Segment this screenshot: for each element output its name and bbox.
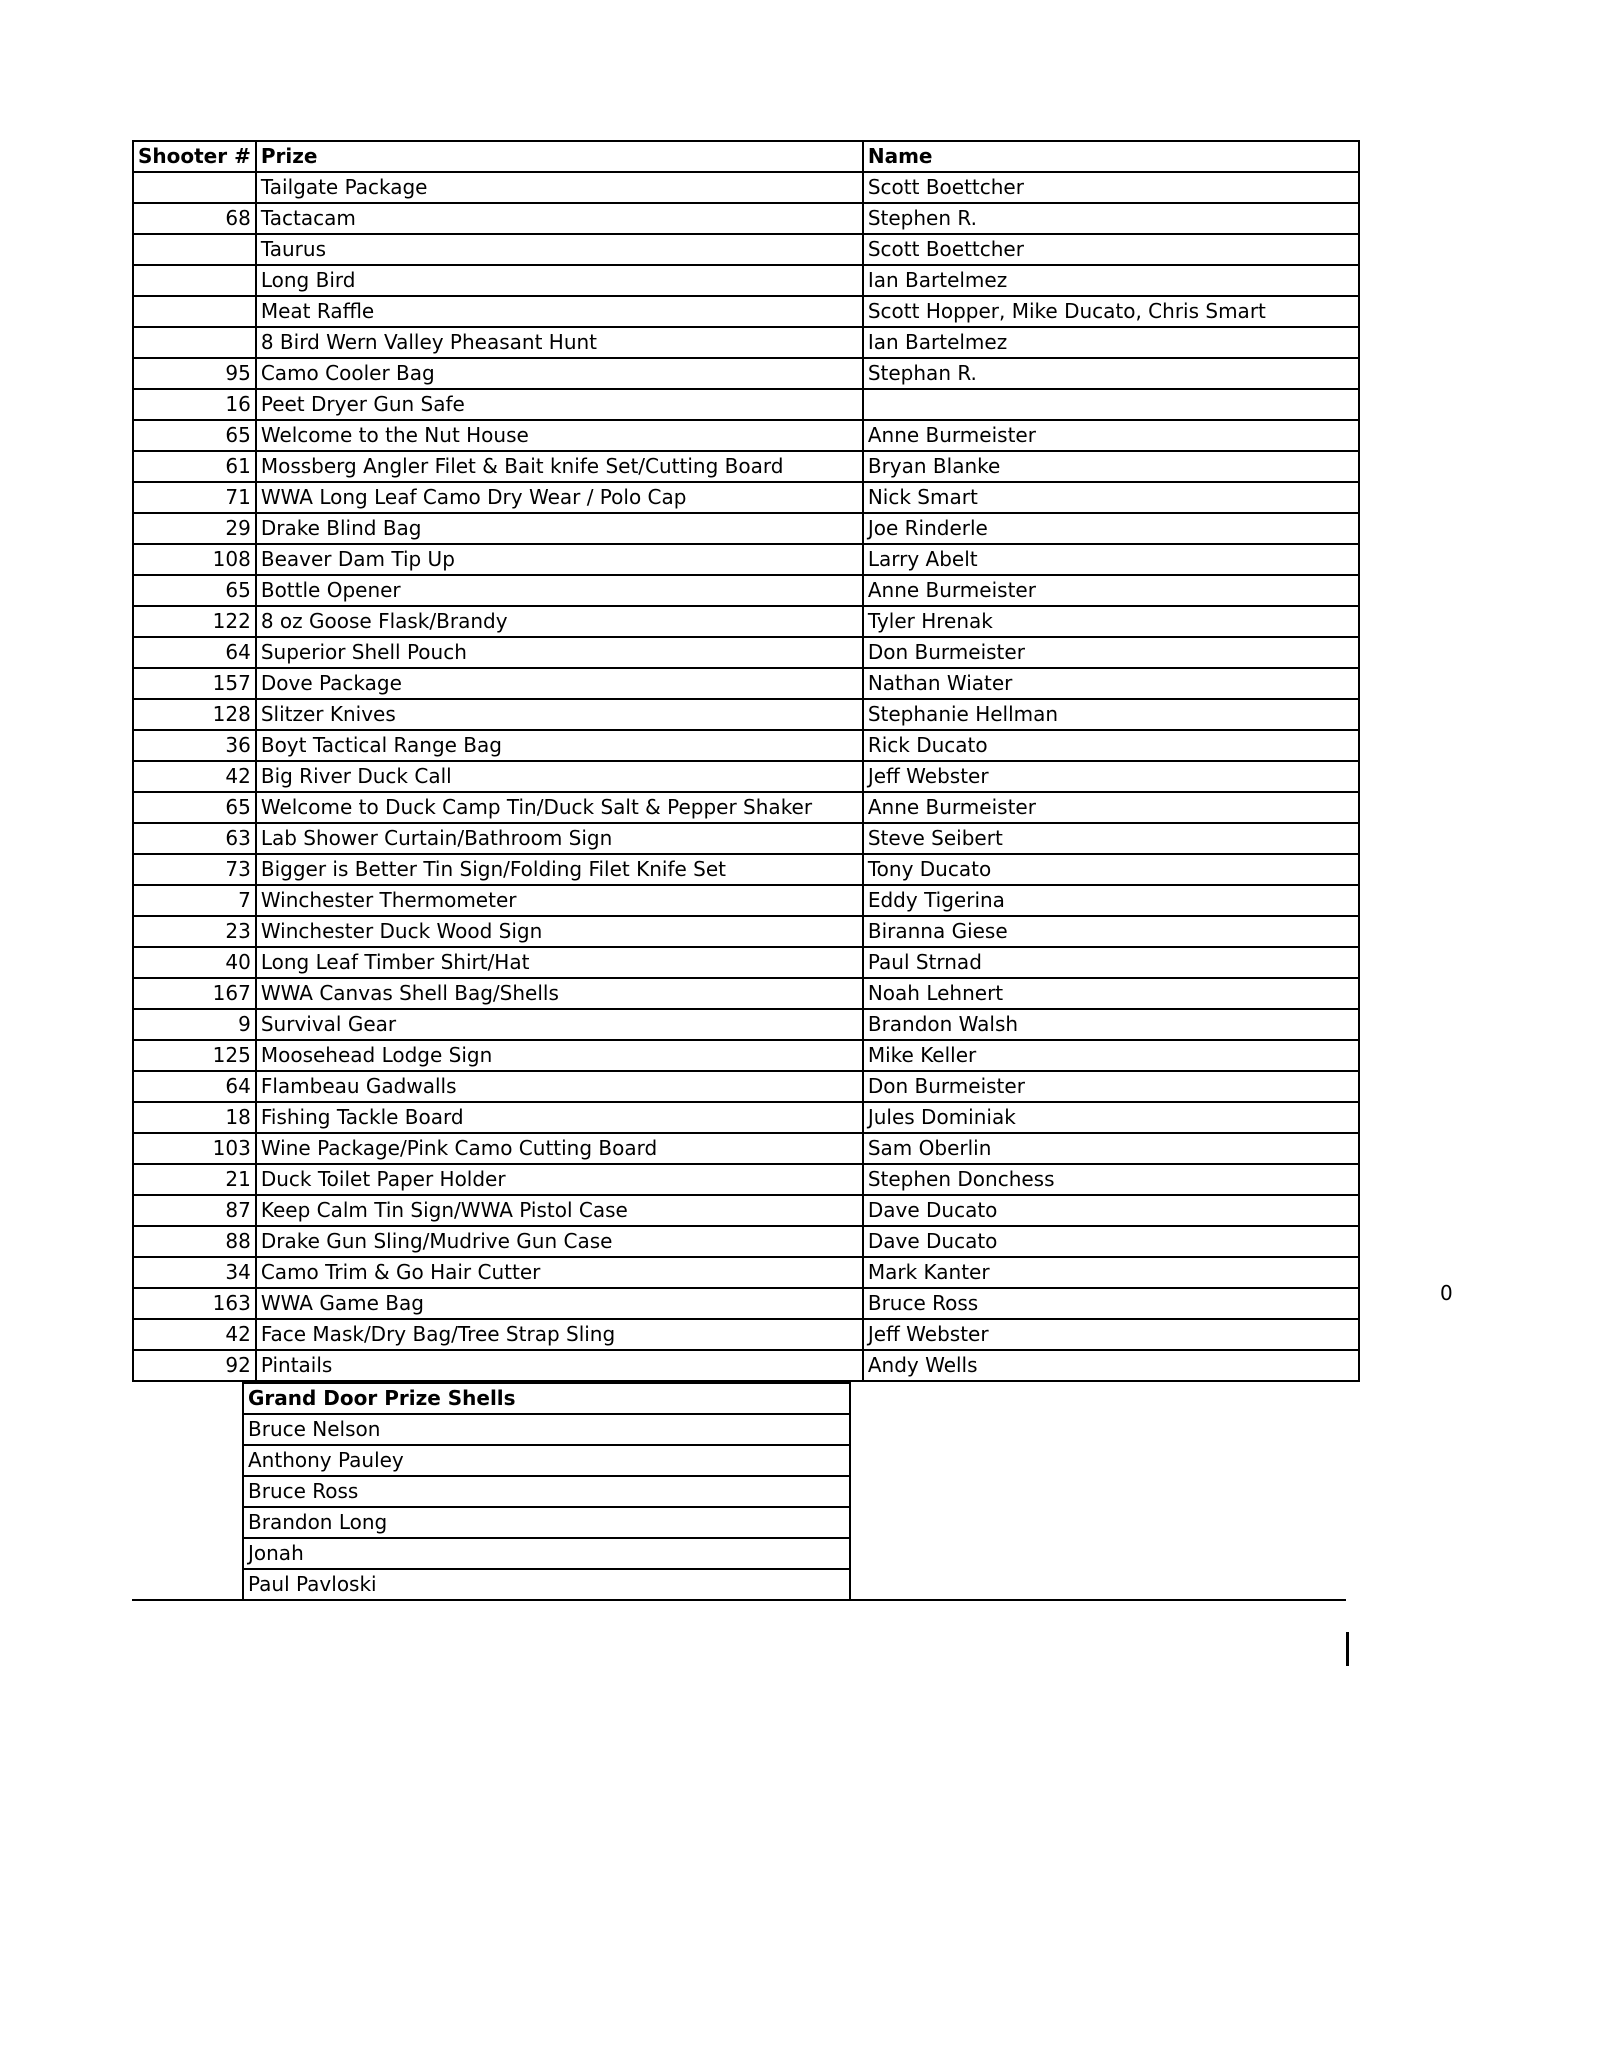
table-row [133,234,1359,265]
shooter-cell: 65 [133,792,256,823]
shooter-cell: 7 [133,885,256,916]
table-row [133,1319,1359,1350]
prize-cell: Superior Shell Pouch [256,637,863,668]
grand-blank-cell [132,1476,243,1507]
shooter-cell: 87 [133,1195,256,1226]
shooter-cell: 64 [133,1071,256,1102]
prize-cell: Lab Shower Curtain/Bathroom Sign [256,823,863,854]
name-cell: Don Burmeister [863,1071,1359,1102]
table-row [133,1164,1359,1195]
name-cell: Sam Oberlin [863,1133,1359,1164]
shooter-cell: 16 [133,389,256,420]
grand-door-row [132,1569,1346,1600]
table-row [133,1102,1359,1133]
grand-blank-cell [132,1383,243,1414]
grand-right-cell [850,1569,1346,1600]
table-row [133,451,1359,482]
name-cell: Ian Bartelmez [863,265,1359,296]
name-cell: Bruce Ross [863,1288,1359,1319]
grand-blank-cell [132,1569,243,1600]
name-cell: Mike Keller [863,1040,1359,1071]
shooter-cell: 68 [133,203,256,234]
prize-cell: Face Mask/Dry Bag/Tree Strap Sling [256,1319,863,1350]
shooter-cell: 9 [133,1009,256,1040]
table-row [133,1009,1359,1040]
name-cell: Jules Dominiak [863,1102,1359,1133]
grand-blank-cell [132,1445,243,1476]
grand-right-cell [850,1507,1346,1538]
name-cell: Steve Seibert [863,823,1359,854]
prize-cell: 8 Bird Wern Valley Pheasant Hunt [256,327,863,358]
name-cell: Stephen R. [863,203,1359,234]
shooter-cell: 73 [133,854,256,885]
prize-cell: Meat Raffle [256,296,863,327]
prize-table [132,140,1360,1382]
shooter-cell [133,327,256,358]
prize-cell: Mossberg Angler Filet & Bait knife Set/Cutting Board [256,451,863,482]
name-cell: Paul Strnad [863,947,1359,978]
grand-door-winner: Bruce Ross [243,1476,850,1507]
header-shooter: Shooter # [133,141,256,172]
prize-cell: Tactacam [256,203,863,234]
shooter-cell: 88 [133,1226,256,1257]
prize-cell: Boyt Tactical Range Bag [256,730,863,761]
prize-cell: Long Bird [256,265,863,296]
shooter-cell: 29 [133,513,256,544]
grand-blank-cell [132,1414,243,1445]
grand-door-title: Grand Door Prize Shells [243,1383,850,1414]
prize-cell: Dove Package [256,668,863,699]
name-cell: Bryan Blanke [863,451,1359,482]
grand-door-row [132,1538,1346,1569]
stray-value: 0 [1440,1281,1453,1305]
shooter-cell: 42 [133,761,256,792]
prize-cell: Duck Toilet Paper Holder [256,1164,863,1195]
name-cell: Andy Wells [863,1350,1359,1381]
shooter-cell: 95 [133,358,256,389]
prize-cell: 8 oz Goose Flask/Brandy [256,606,863,637]
table-row [133,978,1359,1009]
prize-cell: Tailgate Package [256,172,863,203]
grand-door-winner: Brandon Long [243,1507,850,1538]
grand-door-winner: Jonah [243,1538,850,1569]
prize-cell: Camo Trim & Go Hair Cutter [256,1257,863,1288]
shooter-cell: 92 [133,1350,256,1381]
table-row [133,854,1359,885]
shooter-cell: 34 [133,1257,256,1288]
grand-blank-cell [132,1538,243,1569]
grand-right-cell [850,1414,1346,1445]
table-row [133,1040,1359,1071]
prize-cell: Beaver Dam Tip Up [256,544,863,575]
table-row [133,1133,1359,1164]
prize-cell: Flambeau Gadwalls [256,1071,863,1102]
prize-cell: Drake Gun Sling/Mudrive Gun Case [256,1226,863,1257]
grand-door-winner: Anthony Pauley [243,1445,850,1476]
prize-cell: Bottle Opener [256,575,863,606]
name-cell: Rick Ducato [863,730,1359,761]
name-cell: Scott Hopper, Mike Ducato, Chris Smart [863,296,1359,327]
name-cell: Nathan Wiater [863,668,1359,699]
shooter-cell: 65 [133,575,256,606]
prize-cell: Winchester Duck Wood Sign [256,916,863,947]
grand-door-row [132,1445,1346,1476]
table-row [133,916,1359,947]
shooter-cell [133,172,256,203]
table-row [133,606,1359,637]
shooter-cell: 64 [133,637,256,668]
name-cell: Anne Burmeister [863,792,1359,823]
table-row [133,1350,1359,1381]
name-cell: Larry Abelt [863,544,1359,575]
prize-cell: Big River Duck Call [256,761,863,792]
name-cell: Anne Burmeister [863,575,1359,606]
shooter-cell [133,234,256,265]
prize-sheet [132,140,1360,1601]
shooter-cell [133,296,256,327]
prize-cell: Peet Dryer Gun Safe [256,389,863,420]
grand-right-cell [850,1538,1346,1569]
name-cell: Jeff Webster [863,1319,1359,1350]
shooter-cell [133,265,256,296]
table-row [133,668,1359,699]
prize-cell: Welcome to Duck Camp Tin/Duck Salt & Pepper Shaker [256,792,863,823]
grand-door-winner: Bruce Nelson [243,1414,850,1445]
prize-cell: Taurus [256,234,863,265]
header-prize: Prize [256,141,863,172]
right-border-tick [1346,1632,1349,1666]
table-row [133,513,1359,544]
prize-cell: Bigger is Better Tin Sign/Folding Filet Knife Set [256,854,863,885]
shooter-cell: 71 [133,482,256,513]
name-cell: Tony Ducato [863,854,1359,885]
prize-cell: Keep Calm Tin Sign/WWA Pistol Case [256,1195,863,1226]
grand-door-row [132,1507,1346,1538]
name-cell: Tyler Hrenak [863,606,1359,637]
table-row [133,389,1359,420]
table-row [133,172,1359,203]
shooter-cell: 163 [133,1288,256,1319]
prize-cell: Moosehead Lodge Sign [256,1040,863,1071]
table-row [133,699,1359,730]
table-row [133,1226,1359,1257]
table-row [133,885,1359,916]
prize-cell: Slitzer Knives [256,699,863,730]
name-cell: Brandon Walsh [863,1009,1359,1040]
table-row [133,544,1359,575]
prize-cell: Fishing Tackle Board [256,1102,863,1133]
prize-cell: Pintails [256,1350,863,1381]
table-row [133,296,1359,327]
shooter-cell: 128 [133,699,256,730]
table-row [133,730,1359,761]
grand-right-cell [850,1445,1346,1476]
prize-cell: WWA Long Leaf Camo Dry Wear / Polo Cap [256,482,863,513]
grand-door-row [132,1476,1346,1507]
prize-cell: Camo Cooler Bag [256,358,863,389]
shooter-cell: 122 [133,606,256,637]
shooter-cell: 125 [133,1040,256,1071]
shooter-cell: 63 [133,823,256,854]
prize-cell: Long Leaf Timber Shirt/Hat [256,947,863,978]
table-row [133,482,1359,513]
prize-cell: Welcome to the Nut House [256,420,863,451]
table-row [133,420,1359,451]
table-row [133,265,1359,296]
name-cell: Mark Kanter [863,1257,1359,1288]
shooter-cell: 36 [133,730,256,761]
shooter-cell: 108 [133,544,256,575]
grand-right-cell [850,1383,1346,1414]
table-row [133,203,1359,234]
shooter-cell: 42 [133,1319,256,1350]
table-row [133,637,1359,668]
name-cell: Stephanie Hellman [863,699,1359,730]
prize-cell: WWA Canvas Shell Bag/Shells [256,978,863,1009]
header-row [133,141,1359,172]
name-cell: Scott Boettcher [863,172,1359,203]
table-row [133,947,1359,978]
shooter-cell: 40 [133,947,256,978]
shooter-cell: 21 [133,1164,256,1195]
prize-cell: Drake Blind Bag [256,513,863,544]
table-row [133,823,1359,854]
grand-door-winner: Paul Pavloski [243,1569,850,1600]
table-row [133,1288,1359,1319]
name-cell: Don Burmeister [863,637,1359,668]
name-cell: Joe Rinderle [863,513,1359,544]
table-row [133,1071,1359,1102]
shooter-cell: 65 [133,420,256,451]
name-cell: Noah Lehnert [863,978,1359,1009]
grand-door-row [132,1414,1346,1445]
shooter-cell: 18 [133,1102,256,1133]
header-name: Name [863,141,1359,172]
shooter-cell: 167 [133,978,256,1009]
name-cell: Stephan R. [863,358,1359,389]
grand-door-table [132,1382,1346,1601]
table-row [133,327,1359,358]
shooter-cell: 103 [133,1133,256,1164]
grand-right-cell [850,1476,1346,1507]
shooter-cell: 23 [133,916,256,947]
grand-blank-cell [132,1507,243,1538]
name-cell: Ian Bartelmez [863,327,1359,358]
table-row [133,575,1359,606]
table-row [133,1195,1359,1226]
prize-cell: Survival Gear [256,1009,863,1040]
table-row [133,1257,1359,1288]
name-cell: Scott Boettcher [863,234,1359,265]
table-row [133,792,1359,823]
name-cell: Dave Ducato [863,1195,1359,1226]
name-cell: Eddy Tigerina [863,885,1359,916]
name-cell: Stephen Donchess [863,1164,1359,1195]
prize-cell: WWA Game Bag [256,1288,863,1319]
shooter-cell: 61 [133,451,256,482]
name-cell: Jeff Webster [863,761,1359,792]
grand-door-title-row [132,1383,1346,1414]
prize-cell: Winchester Thermometer [256,885,863,916]
name-cell: Dave Ducato [863,1226,1359,1257]
name-cell: Nick Smart [863,482,1359,513]
table-row [133,761,1359,792]
name-cell: Biranna Giese [863,916,1359,947]
name-cell [863,389,1359,420]
name-cell: Anne Burmeister [863,420,1359,451]
table-row [133,358,1359,389]
shooter-cell: 157 [133,668,256,699]
prize-cell: Wine Package/Pink Camo Cutting Board [256,1133,863,1164]
